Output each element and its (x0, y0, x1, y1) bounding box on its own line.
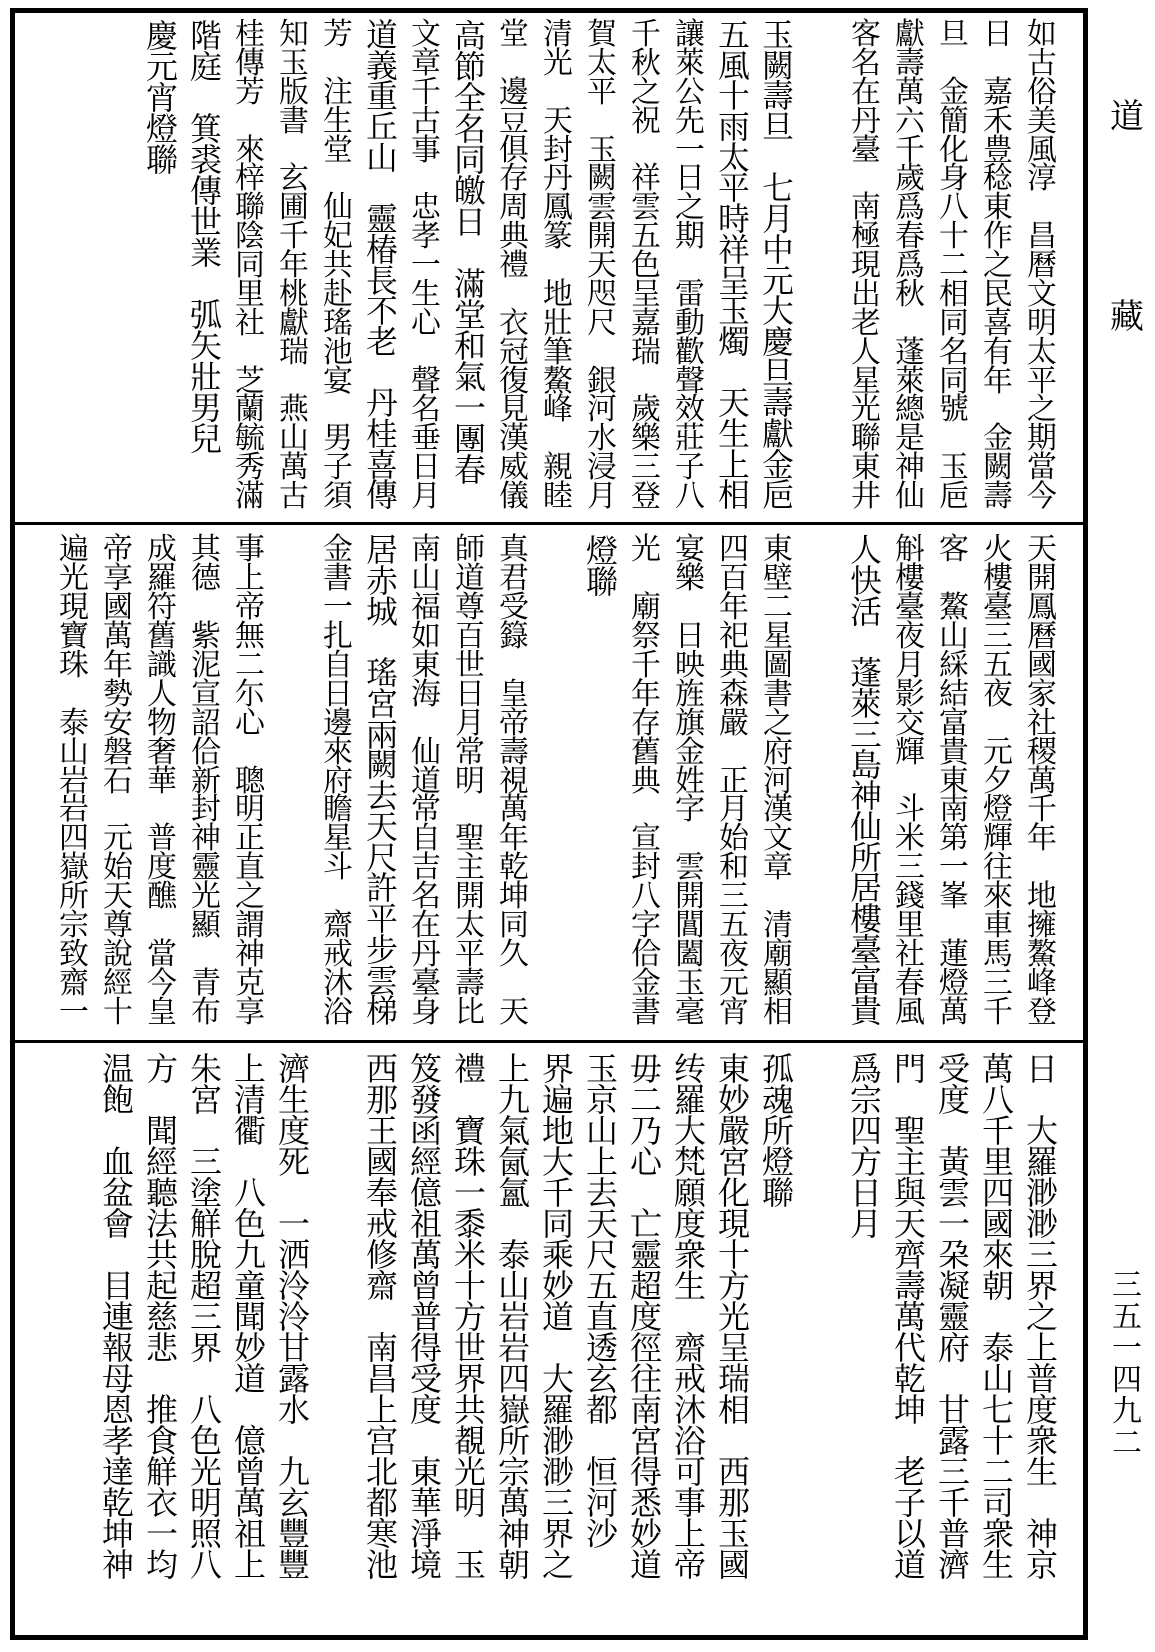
text-column: 其 德 紫 泥 宣 詔 佮 新 封 神 靈 光 顯 青 布 (191, 532, 221, 1030)
text-column: 爲 宗 四 方 日 月 (849, 1050, 882, 1243)
text-column: 慶 元 宵 燈 聯 (145, 17, 178, 179)
text-column: 宴 樂 日 映 旌 旗 金 姓 字 雲 開 閶 闔 玉 毫 (675, 532, 705, 1030)
text-column: 事 上 帝 無 二 尓 心 聰 明 正 直 之 謂 神 克 享 (235, 532, 265, 1030)
text-column: 南 山 福 如 東 海 仙 道 常 自 吉 名 在 丹 臺 身 (411, 532, 441, 1030)
margin-char: 道 (1110, 97, 1144, 137)
text-column: 桂 傳 芳 來 梓 聯 陰 同 里 社 芝 蘭 毓 秀 滿 (235, 17, 265, 514)
text-column: 温 飽 血 盆 會 目 連 報 母 恩 孝 達 乾 坤 神 (101, 1050, 134, 1584)
text-column: 燈 聯 (585, 532, 618, 601)
panel-bottom (15, 1046, 1083, 1636)
text-column: 日 嘉 禾 豊 稔 東 作 之 民 喜 有 年 金 闕 壽 (983, 17, 1013, 514)
text-column: 客 名 在 丹 臺 南 極 現 出 老 人 星 光 聯 東 井 (851, 17, 881, 514)
text-column: 堂 邊 豆 俱 存 周 典 禮 衣 冠 復 見 漢 威 儀 (499, 17, 529, 514)
text-column: 旦 金 簡 化 身 八 十 二 相 同 名 同 號 玉 巵 (939, 17, 969, 514)
text-column: 賀 太 平 玉 闕 雲 開 天 咫 尺 銀 河 水 浸 月 (587, 17, 617, 514)
margin-char: 藏 (1110, 297, 1144, 337)
panel-divider (15, 1040, 1083, 1043)
text-column: 獻 壽 萬 六 千 歲 爲 春 爲 秋 蓬 萊 總 是 神 仙 (895, 17, 925, 514)
margin-title-middle (1107, 297, 1147, 337)
text-column: 光 廟 祭 千 年 存 舊 典 宣 封 八 字 佮 金 書 (631, 532, 661, 1030)
text-column: 禮 寶 珠 一 黍 米 十 方 世 界 共 覩 光 明 玉 (453, 1050, 486, 1584)
text-column: 玉 京 山 上 去 天 尺 五 直 透 玄 都 恒 河 沙 (585, 1050, 618, 1553)
text-column: 東 妙 嚴 宮 化 現 十 方 光 呈 瑞 相 西 那 玉 國 (717, 1050, 750, 1584)
text-column: 帝 享 國 萬 年 勢 安 磐 石 元 始 天 尊 說 經 十 (103, 532, 133, 1030)
text-column: 道 義 重 丘 山 靈 椿 長 不 老 丹 桂 喜 傳 (366, 18, 398, 515)
text-column: 笈 發 函 經 億 祖 萬 曾 普 得 受 度 東 華 淨 境 (409, 1050, 442, 1584)
text-column: 讓 萊 公 先 一 日 之 期 雷 動 歡 聲 效 莊 子 八 (675, 17, 705, 514)
text-column: 清 光 天 封 丹 鳳 篆 地 壯 筆 鰲 峰 親 睦 (543, 17, 573, 514)
text-column: 師 道 尊 百 世 日 月 常 明 聖 主 開 太 平 壽 比 (455, 532, 485, 1030)
text-column: 文 章 千 古 事 忠 孝 一 生 心 聲 名 垂 日 月 (411, 17, 441, 514)
text-column: 萬 八 千 里 四 國 來 朝 泰 山 七 十 二 司 衆 生 (981, 1050, 1014, 1584)
text-column: 客 鰲 山 綵 結 富 貴 東 南 第 一 峯 蓮 燈 萬 (939, 532, 969, 1030)
panel-top (15, 13, 1083, 520)
text-column: 四 百 年 祀 典 森 嚴 正 月 始 和 三 五 夜 元 宵 (719, 532, 749, 1030)
panel-divider (15, 522, 1083, 525)
panel-middle (15, 528, 1083, 1036)
text-column: 日 大 羅 渺 渺 三 界 之 上 普 度 衆 生 神 京 (1025, 1050, 1058, 1584)
text-column: 階 庭 箕 裘 傳 世 業 弧 矢 壯 男 兒 (189, 17, 222, 458)
text-column: 火 樓 臺 三 五 夜 元 夕 燈 輝 往 來 車 馬 三 千 (983, 532, 1013, 1030)
text-column: 門 聖 主 與 天 齊 壽 萬 代 乾 坤 老 子 以 道 (893, 1050, 926, 1584)
text-column: 受 度 黃 雲 一 朶 凝 靈 府 甘 露 三 千 普 濟 (937, 1050, 970, 1584)
text-column: 五 風 十 雨 太 平 時 祥 呈 玉 燭 天 生 上 相 (718, 18, 750, 515)
text-column: 千 秋 之 祝 祥 雲 五 色 呈 嘉 瑞 歲 樂 三 登 (631, 17, 661, 514)
text-column: 西 那 王 國 奉 戒 修 齋 南 昌 上 宫 北 都 寒 池 (365, 1050, 398, 1584)
text-column: 天 開 鳳 曆 國 家 社 稷 萬 千 年 地 擁 鰲 峰 登 (1027, 532, 1057, 1030)
text-column: 濟 生 度 死 一 洒 泠 泠 甘 露 水 九 玄 豐 豐 (277, 1050, 310, 1584)
text-column: 居 赤 城 瑤 宮 兩 闕 去 天 尺 許 平 步 雲 梯 (366, 533, 398, 1031)
text-column: 真 君 受 籙 皇 帝 壽 視 萬 年 乾 坤 同 久 天 (499, 532, 529, 1030)
text-column: 東 壁 二 星 圖 書 之 府 河 漢 文 章 清 廟 顯 相 (763, 532, 793, 1030)
text-column: 遍 光 現 寶 珠 泰 山 岩 岩 四 嶽 所 宗 致 齋 一 (59, 532, 89, 1030)
text-column: 䌸 羅 大 梵 願 度 衆 生 齋 戒 沐 浴 可 事 上 帝 (673, 1050, 706, 1584)
text-column: 成 羅 符 舊 識 人 物 奢 華 普 度 醮 當 今 皇 (147, 532, 177, 1030)
text-column: 孤 魂 所 燈 聯 (761, 1050, 794, 1212)
text-column: 界 遍 地 大 千 同 乘 妙 道 大 羅 渺 渺 三 界 之 (541, 1050, 574, 1584)
text-column: 高 節 全 名 同 皦 日 滿 堂 和 氣 一 團 春 (453, 17, 486, 489)
text-column: 金 書 一 扎 自 日 邊 來 府 瞻 星 斗 齋 戒 沐 浴 (323, 532, 353, 1030)
text-column: 朱 宮 三 塗 觧 脫 超 三 界 八 色 光 明 照 八 (189, 1050, 222, 1584)
text-column: 知 玉 版 書 玄 圃 千 年 桃 獻 瑞 燕 山 萬 古 (279, 17, 309, 514)
margin-page-number: 三 五 一 四 九 二 (1112, 1268, 1142, 1461)
text-column: 方 聞 經 聽 法 共 起 慈 悲 推 食 觧 衣 一 均 (145, 1050, 178, 1584)
text-column: 上 九 氣 氤 氳 泰 山 岩 岩 四 嶽 所 宗 萬 神 朝 (497, 1050, 530, 1584)
text-column: 上 清 衢 八 色 九 童 聞 妙 道 億 曾 萬 祖 上 (233, 1050, 266, 1584)
text-column: 毋 二 乃 心 亡 靈 超 度 徑 往 南 宮 得 悉 妙 道 (629, 1050, 662, 1584)
text-column: 如 古 俗 美 風 淳 昌 曆 文 明 太 平 之 期 當 今 (1027, 17, 1057, 514)
margin-title-top (1107, 97, 1147, 137)
text-column: 人 快 活 蓬 萊 三 島 神 仙 所 居 樓 臺 富 貴 (850, 533, 882, 1031)
text-column: 芳 注 生 堂 仙 妃 共 赴 瑤 池 宴 男 子 須 (323, 17, 353, 514)
text-column: 斛 樓 臺 夜 月 影 交 輝 斗 米 三 錢 里 社 春 風 (895, 532, 925, 1030)
text-column: 玉 闕 壽 旦 七 月 中 元 大 慶 旦 壽 獻 金 巵 (762, 18, 794, 515)
